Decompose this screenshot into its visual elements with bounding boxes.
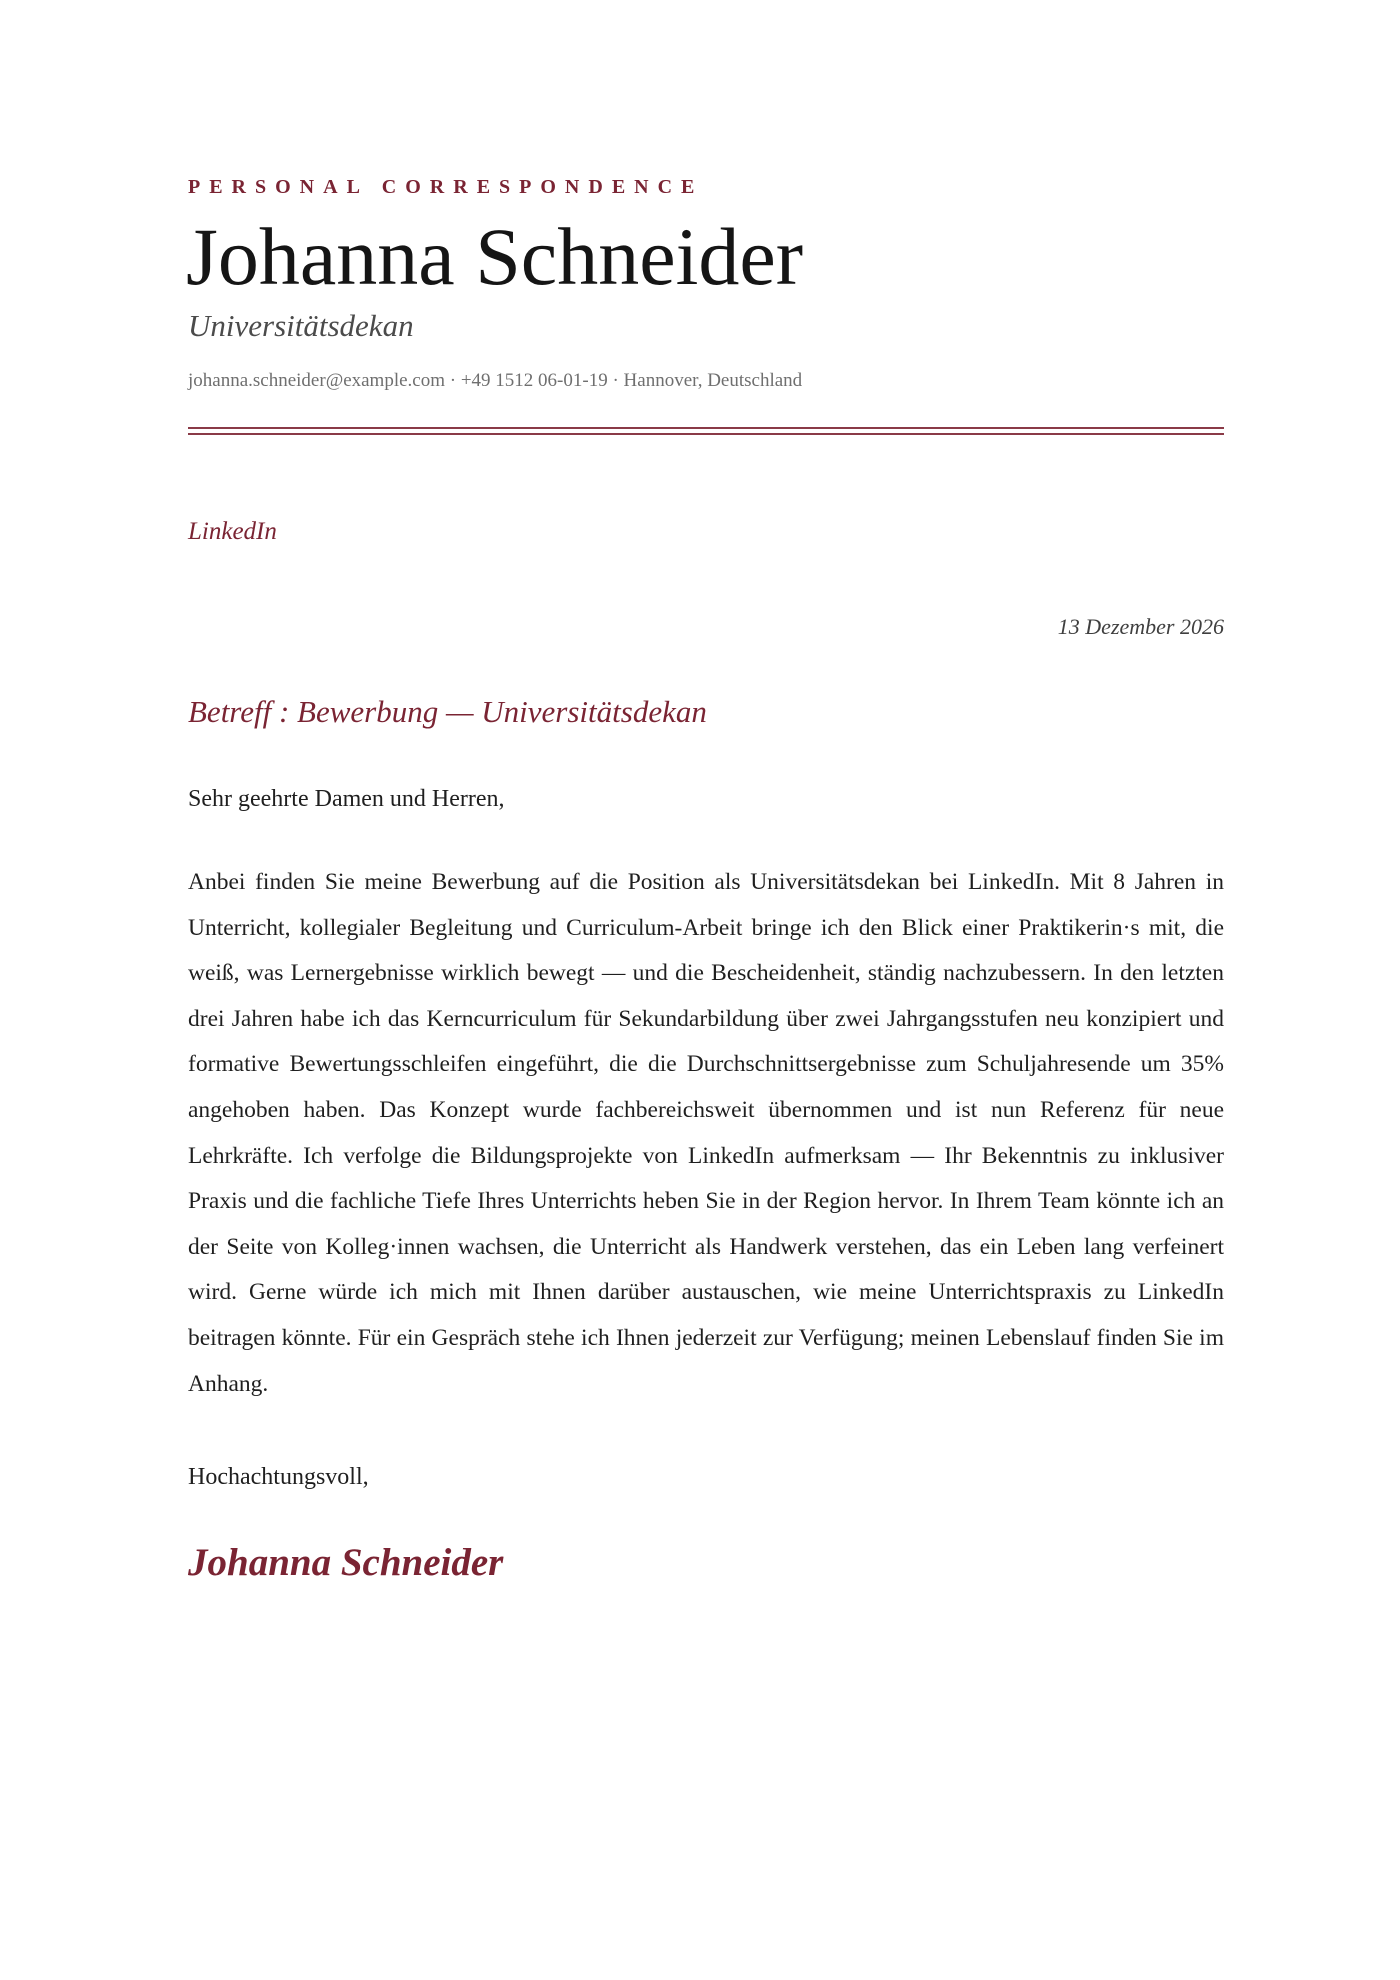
signature: Johanna Schneider (188, 1541, 504, 1584)
header-eyebrow: PERSONAL CORRESPONDENCE (188, 176, 704, 198)
recipient: LinkedIn (188, 518, 277, 545)
sender-contact: johanna.schneider@example.com · +49 1512 06-01-19 · Hannover, Deutschland (188, 370, 803, 391)
letter-date: 13 Dezember 2026 (1057, 614, 1224, 639)
sender-role: Universitätsdekan (188, 308, 414, 343)
letter-body: Anbei finden Sie meine Bewerbung auf die Position als Universitätsdekan bei LinkedIn. Mit 8 Jahren in Unterricht, kollegialer Begleitung und Curriculum-Arbeit bringe ich den Blick einer Praktikerin·s mit, die weiß, was Lernergebnisse wirklich bewegt — und die Bescheidenheit, ständig nachzubessern. In den letzten drei Jahren habe ich das Kerncurriculum für Sekundarbildung über zwei Jahrgangsstufen neu konzipiert und formative Bewertungsschleifen eingeführt, die die Durchschnittsergebnisse zum Schuljahresende um 35% angehoben haben. Das Konzept wurde fachbereichsweit übernommen und ist nun Referenz für neue Lehrkräfte. Ich verfolge die Bildungsprojekte von LinkedIn aufmerksam — Ihr Bekenntnis zu inklusiver Praxis und die fachliche Tiefe Ihres Unterrichts heben Sie in der Region hervor. In Ihrem Team könnte ich an der Seite von Kolleg·innen wachsen, die Unterricht als Handwerk verstehen, das ein Leben lang verfeinert wird. Gerne würde ich mich mit Ihnen darüber austauschen, wie meine Unterrichtspraxis zu LinkedIn beitragen könnte. Für ein Gespräch stehe ich Ihnen jederzeit zur Verfügung; meinen Lebenslauf finden Sie im Anhang. (188, 869, 1224, 1397)
letter-subject: Betreff : Bewerbung — Universitätsdekan (188, 694, 707, 729)
sender-name: Johanna Schneider (186, 211, 804, 302)
salutation: Sehr geehrte Damen und Herren, (188, 786, 505, 812)
closing: Hochachtungsvoll, (188, 1464, 369, 1490)
header-divider (188, 427, 1224, 435)
